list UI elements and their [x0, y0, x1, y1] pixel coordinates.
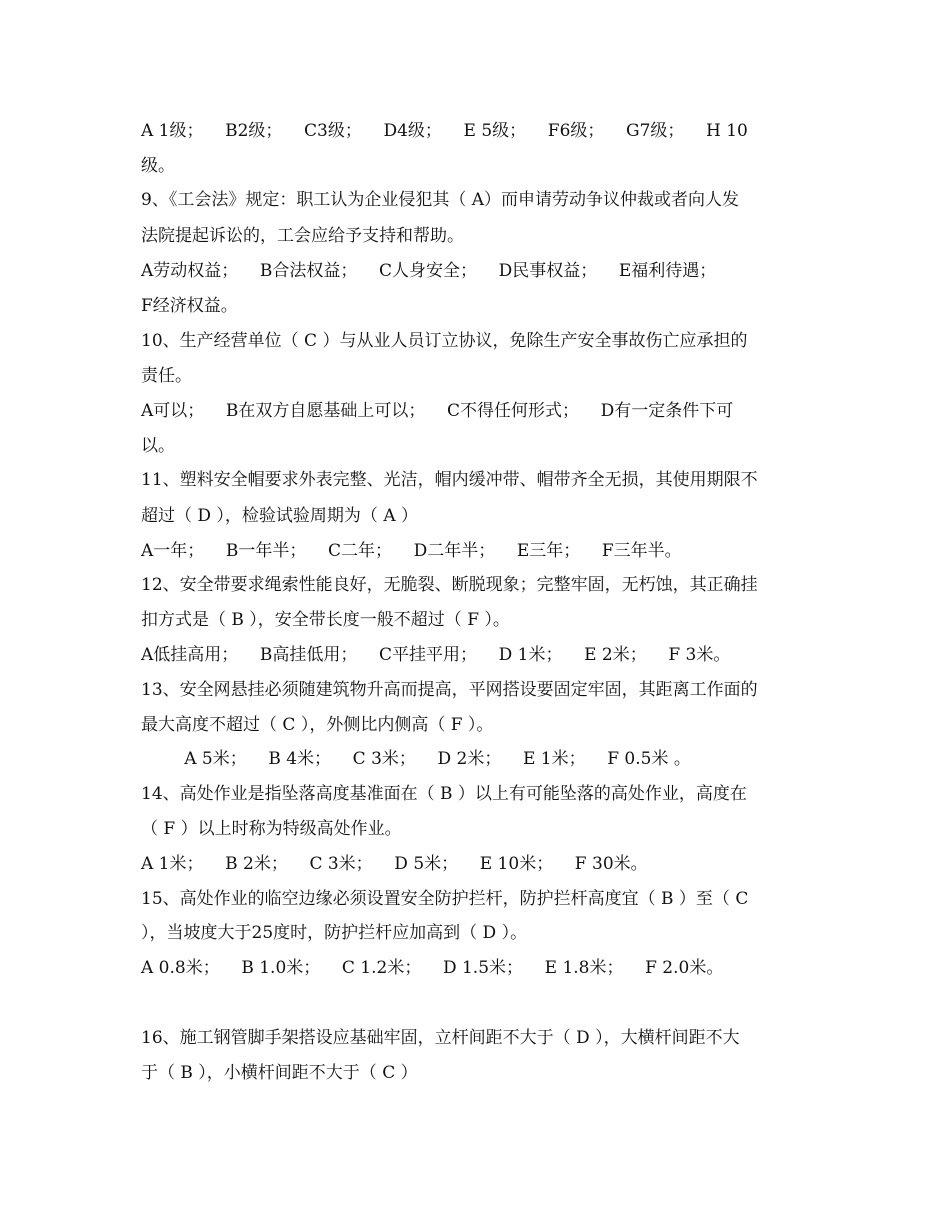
text-line: 10、生产经营单位（ C ）与从业人员订立协议，免除生产安全事故伤亡应承担的 [141, 331, 748, 351]
text-line: A劳动权益； B合法权益； C人身安全； D民事权益； E福利待遇； [141, 261, 717, 281]
text-line: A 1级； B2级； C3级； D4级； E 5级； F6级； G7级； H 10 [141, 121, 748, 141]
text-line: 法院提起诉讼的，工会应给予支持和帮助。 [141, 226, 464, 246]
text-line: A一年； B一年半； C二年； D二年半； E三年； F三年半。 [141, 541, 682, 561]
text-line: 11、塑料安全帽要求外表完整、光洁，帽内缓冲带、帽带齐全无损，其使用期限不 [141, 470, 758, 490]
text-line: A 0.8米； B 1.0米； C 1.2米； D 1.5米； E 1.8米； F 2.0米。 [141, 958, 724, 978]
text-line: 扣方式是（ B ），安全带长度一般不超过（ F ）。 [141, 610, 510, 630]
text-line: 级。 [141, 156, 175, 176]
text-line: 15、高处作业的临空边缘必须设置安全防护拦杆，防护拦杆高度宜（ B ）至（ C [141, 889, 749, 909]
text-line: A可以； B在双方自愿基础上可以； C不得任何形式； D有一定条件下可 [141, 401, 734, 421]
text-line: 超过（ D ），检验试验周期为（ A ） [141, 506, 419, 526]
text-line: 14、高处作业是指坠落高度基准面在（ B ）以上有可能坠落的高处作业，高度在 [141, 784, 747, 804]
text-line: ），当坡度大于25度时，防护拦杆应加高到（ D ）。 [141, 923, 528, 943]
text-line: 12、安全带要求绳索性能良好，无脆裂、断脱现象；完整牢固，无朽蚀，其正确挂 [141, 575, 758, 595]
text-line: 最大高度不超过（ C ），外侧比内侧高（ F ）。 [141, 715, 494, 735]
text-line: 16、施工钢管脚手架搭设应基础牢固，立杆间距不大于（ D ），大横杆间距不大 [141, 1028, 740, 1048]
text-line: 13、安全网悬挂必须随建筑物升高而提高，平网搭设要固定牢固，其距离工作面的 [141, 680, 758, 700]
text-line: 以。 [141, 436, 175, 456]
text-line: 9、《工会法》规定：职工认为企业侵犯其（ A）而申请劳动争议仲裁或者向人发 [141, 190, 739, 210]
text-line: 责任。 [141, 366, 192, 386]
text-line: A 5米； B 4米； C 3米； D 2米； E 1米； F 0.5米 。 [141, 749, 691, 769]
text-line: A低挂高用； B高挂低用； C平挂平用； D 1米； E 2米； F 3米。 [141, 645, 731, 665]
text-line: 于（ B ），小横杆间距不大于（ C ） [141, 1063, 418, 1083]
text-line: A 1米； B 2米； C 3米； D 5米； E 10米； F 30米。 [141, 854, 648, 874]
text-line: （ F ）以上时称为特级高处作业。 [141, 819, 402, 839]
text-line: F经济权益。 [141, 296, 238, 316]
